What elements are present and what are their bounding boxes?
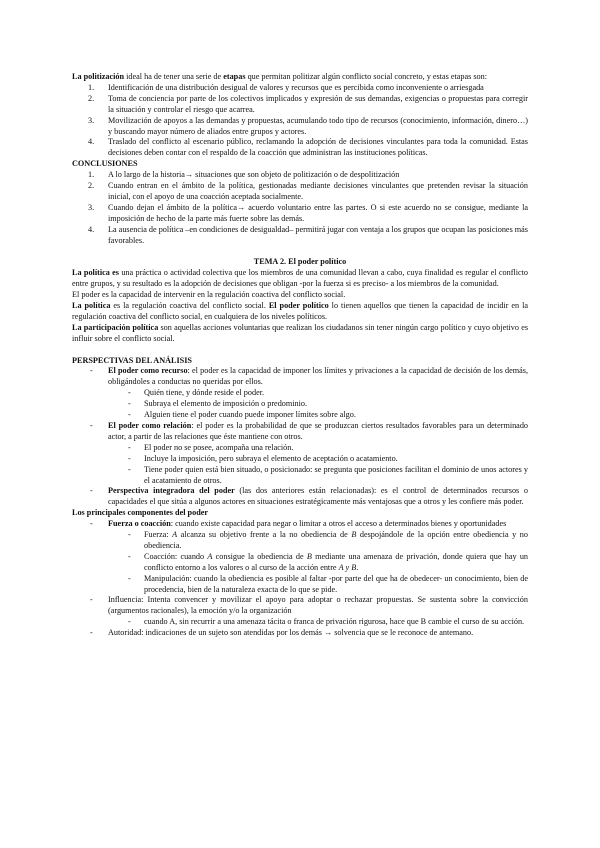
perspective-item	[72, 421, 528, 443]
sub-marker: -	[128, 442, 131, 452]
stage-number: 4.	[88, 137, 95, 147]
conclusions-list	[72, 170, 528, 246]
spacer	[72, 247, 528, 258]
component-item	[72, 519, 528, 530]
component-text: : cuando existe capacidad para negar o limitar a otros el acceso a determinados bienes y oportunidades	[170, 519, 507, 529]
dash-marker: -	[90, 519, 93, 529]
definition-text: lo tienen aquellos que tienen la capacidad de incidir en la regulación coactiva del conflicto social, en cualquiera de los niveles políticos.	[72, 301, 529, 321]
sub-text: consigue la obediencia de	[212, 551, 307, 561]
sub-text: Coacción: cuando	[144, 551, 208, 561]
perspective-item	[72, 486, 528, 508]
dash-marker: -	[90, 595, 93, 605]
conclusion-number: 1.	[88, 170, 95, 180]
dash-marker: -	[90, 628, 93, 638]
sub-text: Subraya el elemento de imposición o predominio.	[144, 399, 308, 409]
dash-marker: -	[90, 366, 93, 376]
definition-poder: El poder es la capacidad de intervenir en la regulación coactiva del conflicto social.	[72, 290, 346, 300]
conclusion-text: Cuando dejan el ámbito de la política→ acuerdo voluntario entre las partes. O si este acuerdo no se consigue, mediante la imposición de hecho de la parte más fuerte sobre las demás.	[108, 202, 528, 223]
component-sub	[72, 574, 528, 596]
topic-title: TEMA 2. El poder político	[253, 257, 347, 267]
sub-text: despojándole de la opción entre obediencia y no obediencia.	[144, 530, 528, 550]
sub-text: cuando A, sin recurrir a una amenaza tácita o franca de privación rigurosa, hace que B cambie el curso de su acción.	[144, 617, 525, 627]
conclusion-item	[72, 181, 528, 203]
stages-list	[72, 83, 528, 159]
definition-term: La política es	[72, 268, 119, 278]
dash-marker: -	[90, 486, 93, 496]
conclusion-item	[72, 225, 528, 247]
definition-text: una práctica o actividad colectiva que los miembros de una comunidad llevan a cabo, cuya finalidad es regular el conflicto entre grupos, y su resultado es la adopción de decisiones que obligan -por la fuerza si es preciso- a los miembros de la comunidad.	[72, 268, 528, 289]
spacer	[72, 345, 528, 356]
stage-text: Movilización de apoyos a las demandas y propuestas, acumulando todo tipo de recursos (conocimiento, información, dinero…) y buscando mayor número de aliados entre grupos y actores.	[108, 115, 528, 136]
stage-item	[72, 116, 528, 138]
sub-text: El poder no se posee, acompaña una relación.	[144, 442, 294, 452]
dash-marker: -	[90, 420, 93, 430]
stage-number: 3.	[88, 115, 95, 125]
components-heading: Los principales componentes del poder	[72, 508, 209, 518]
stage-text: Traslado del conflicto al escenario público, reclamando la adopción de decisiones vinculantes para toda la comunidad. Estas decisiones deben contar con el respaldo de la coacción que administran las instituciones políticas.	[108, 137, 528, 158]
component-term: Fuerza o coacción	[108, 519, 171, 529]
perspectives-heading: PERSPECTIVAS DEL ANÁLISIS	[72, 355, 192, 365]
perspective-sub	[72, 465, 528, 487]
sub-text: mediante una amenaza de privación, donde quiera que hay un conflicto entorno a los valores o al curso de la acción entre	[144, 551, 529, 572]
component-text: Autoridad: indicaciones de un sujeto son atendidas por los demás → solvencia que se le reconoce de antemano.	[108, 628, 474, 638]
conclusion-number: 4.	[88, 224, 95, 234]
sub-marker: -	[128, 551, 131, 561]
sub-marker: -	[128, 388, 131, 398]
stage-number: 1.	[88, 82, 95, 92]
perspective-sub	[72, 388, 528, 399]
stage-item	[72, 137, 528, 159]
intro-term: La politización	[72, 72, 125, 81]
sub-italic: B	[306, 551, 312, 561]
stage-text: Toma de conciencia por parte de los colectivos implicados y expresión de sus demandas, exigencias o propuestas para corregir la situación y controlar el riesgo que acarrea.	[108, 93, 528, 114]
definition-participacion	[72, 323, 528, 345]
definition-politica-2	[72, 301, 528, 323]
component-sub	[72, 530, 528, 552]
stage-item	[72, 83, 528, 94]
sub-marker: -	[128, 399, 131, 409]
conclusion-item	[72, 170, 528, 181]
sub-text: Quién tiene, y dónde reside el poder.	[144, 388, 265, 398]
perspective-text: (las dos anteriores están relacionadas): es el control de determinados recursos o capacidades el que sitúa a algunos actores en situaciones estratégicamente más ventajosas que a otros y les confiere más poder.	[108, 486, 528, 507]
component-text: Influencia: Intenta convencer y movilizar el apoyo para adoptar o rechazar propuestas. Se sustenta sobre la convicción (argumentos racionales), la emoción y/o la organización	[108, 595, 528, 616]
conclusion-text: Cuando entran en el ámbito de la política, gestionadas mediante decisiones vinculantes que pretenden revisar la situación inicial, con el apoyo de una coacción aceptada socialmente.	[108, 181, 528, 201]
sub-text: Fuerza:	[144, 530, 173, 540]
perspective-text: : el poder es la capacidad de imponer los límites y privaciones a la capacidad de decisión de los demás, obligándoles a conductas no queridas por ellos.	[108, 366, 528, 387]
sub-italic: A	[172, 530, 178, 540]
sub-text: Tiene poder quien está bien situado, o posicionado: se pregunta que posiciones facilitan el dominio de unos actores y el acatamiento de otros.	[144, 464, 528, 485]
intro-text-b: que permitan politizar algún conflicto social concreto, y estas etapas son:	[245, 72, 487, 81]
perspective-text: : el poder es la probabilidad de que se produzcan ciertos resultados favorables para un determinado actor, a partir de las relaciones que éste mantiene con otros.	[108, 420, 529, 441]
conclusion-text: La ausencia de política –en condiciones de desigualdad– permitirá jugar con ventaja a los grupos que ocupan las posiciones más favorables.	[108, 224, 528, 245]
sub-text: Alguien tiene el poder cuando puede imponer límites sobre algo.	[144, 410, 356, 420]
perspective-sub	[72, 443, 528, 454]
perspective-sub	[72, 410, 528, 421]
perspective-term: El poder como recurso	[108, 366, 188, 376]
stage-number: 2.	[88, 93, 95, 103]
component-item	[72, 595, 528, 617]
component-sub	[72, 552, 528, 574]
sub-marker: -	[128, 464, 131, 474]
sub-italic: A y B	[338, 562, 357, 572]
sub-marker: -	[128, 530, 131, 540]
intro-text-a: ideal ha de tener una serie de	[124, 72, 224, 81]
stage-item	[72, 94, 528, 116]
perspective-term: Perspectiva integradora del poder	[108, 486, 235, 496]
sub-marker: -	[128, 617, 131, 627]
intro-paragraph	[72, 72, 528, 83]
definition-text: son aquellas acciones voluntarias que realizan los ciudadanos sin tener ningún cargo político y cuyo objetivo es influir sobre el conflicto social.	[72, 322, 529, 343]
sub-italic: A	[207, 551, 213, 561]
stage-text: Identificación de una distribución desigual de valores y recursos que es percibida como inconveniente o arriesgada	[108, 82, 484, 92]
definition-politica	[72, 268, 528, 290]
perspective-sub	[72, 454, 528, 465]
sub-text: Manipulación: cuando la obediencia es posible al faltar -por parte del que ha de obedecer- un conocimiento, bien de procedencia, bien de la naturaleza exacta de lo que se pide.	[144, 573, 528, 594]
definition-term: La participación política	[72, 322, 159, 332]
sub-marker: -	[128, 453, 131, 463]
conclusion-text: A lo largo de la historia→ situaciones que son objeto de politización o de despolitización	[108, 170, 400, 180]
component-sub	[72, 617, 528, 628]
definition-term: La política	[72, 301, 111, 311]
sub-italic: B	[351, 530, 357, 540]
sub-text: .	[356, 562, 359, 572]
definition-bold: El poder político	[268, 301, 329, 311]
sub-marker: -	[128, 410, 131, 420]
component-item	[72, 628, 528, 639]
intro-bold: etapas	[223, 72, 246, 81]
conclusion-number: 3.	[88, 202, 95, 212]
conclusion-number: 2.	[88, 181, 95, 191]
conclusion-item	[72, 203, 528, 225]
perspective-term: El poder como relación	[108, 420, 192, 430]
perspective-sub	[72, 399, 528, 410]
sub-text: Incluye la imposición, pero subraya el elemento de aceptación o acatamiento.	[144, 453, 398, 463]
sub-text: alcanza su objetivo frente a la no obediencia de	[177, 530, 352, 540]
definition-text: es la regulación coactiva del conflicto social.	[110, 301, 269, 311]
perspective-item	[72, 366, 528, 388]
conclusions-heading: CONCLUSIONES	[72, 159, 138, 169]
sub-marker: -	[128, 573, 131, 583]
